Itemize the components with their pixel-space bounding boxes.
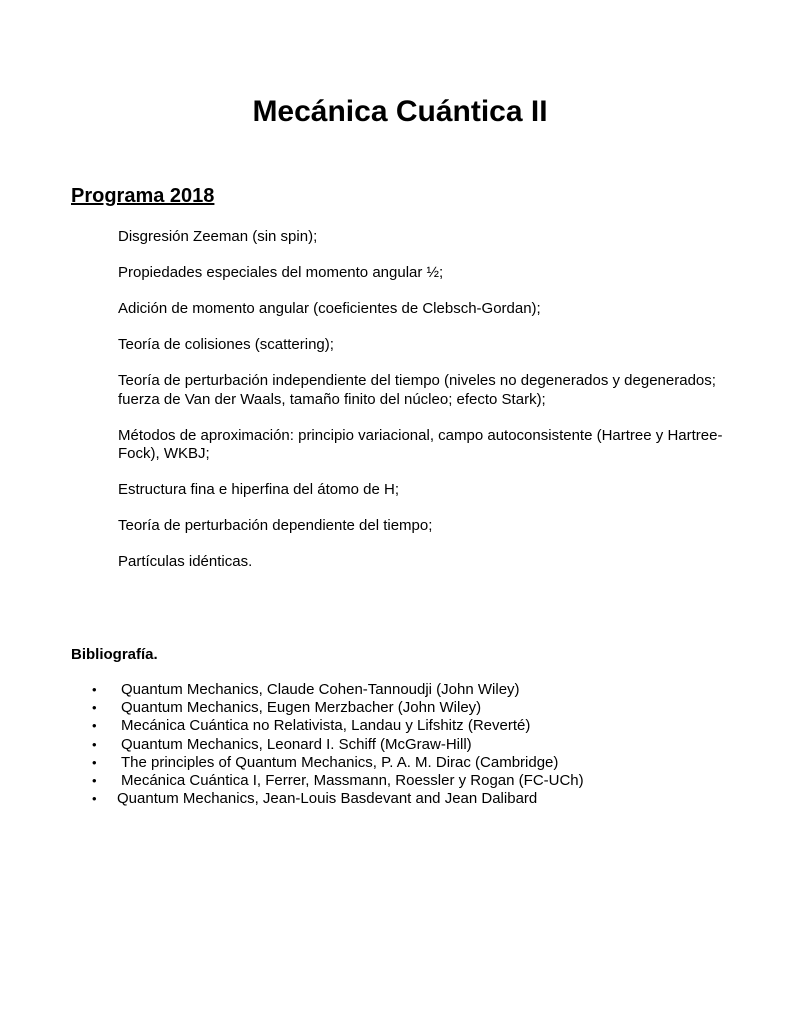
bibliography-item: [71, 681, 711, 699]
bibliography-text: Quantum Mechanics, Jean-Louis Basdevant and Jean Dalibard: [117, 790, 538, 808]
topic-item: Disgresión Zeeman (sin spin);: [118, 228, 318, 245]
topic-item: Propiedades especiales del momento angular ½;: [118, 264, 444, 281]
bibliography-text: Mecánica Cuántica I, Ferrer, Massmann, Roessler y Rogan (FC-UCh): [121, 772, 584, 790]
bullet-icon: •: [92, 736, 97, 752]
bullet-icon: •: [92, 754, 97, 770]
bibliography-text: The principles of Quantum Mechanics, P. A. M. Dirac (Cambridge): [121, 753, 559, 771]
topic-item: Partículas idénticas.: [118, 553, 253, 570]
topic-item: Métodos de aproximación: principio variacional, campo autoconsistente (Hartree y Hartree-Fock), WKBJ;: [118, 426, 723, 462]
bibliography-item: [71, 699, 711, 717]
topic-item: Estructura fina e hiperfina del átomo de H;: [118, 481, 399, 498]
bullet-icon: •: [92, 700, 97, 716]
bibliography-item: [71, 754, 711, 772]
bibliography-item: [71, 772, 711, 790]
bibliography-item: [71, 717, 711, 735]
topic-item: Adición de momento angular (coeficientes de Clebsch-Gordan);: [118, 300, 541, 317]
bibliography-text: Quantum Mechanics, Eugen Merzbacher (John Wiley): [121, 699, 482, 717]
topics-list: [118, 228, 738, 589]
bibliography-item: [71, 736, 711, 754]
bibliography-list: [71, 681, 711, 808]
topic-item: Teoría de colisiones (scattering);: [118, 336, 334, 353]
bibliography-text: Mecánica Cuántica no Relativista, Landau y Lifshitz (Reverté): [121, 717, 531, 735]
bullet-icon: •: [92, 773, 97, 789]
topic-item: Teoría de perturbación independiente del tiempo (niveles no degenerados y degenerados; fuerza de Van der Waals, tamaño finito del núcleo; efecto Stark);: [118, 372, 716, 408]
bullet-icon: •: [92, 791, 97, 807]
bibliography-heading: Bibliografía.: [71, 646, 158, 663]
bibliography-text: Quantum Mechanics, Leonard I. Schiff (McGraw-Hill): [121, 735, 472, 753]
bibliography-item: [71, 790, 711, 808]
program-heading: Programa 2018: [71, 185, 215, 207]
topic-item: Teoría de perturbación dependiente del tiempo;: [118, 517, 433, 534]
bullet-icon: •: [92, 682, 97, 697]
bibliography-text: Quantum Mechanics, Claude Cohen-Tannoudji (John Wiley): [121, 681, 520, 698]
bullet-icon: •: [92, 718, 97, 734]
page-title: Mecánica Cuántica II: [252, 95, 548, 128]
